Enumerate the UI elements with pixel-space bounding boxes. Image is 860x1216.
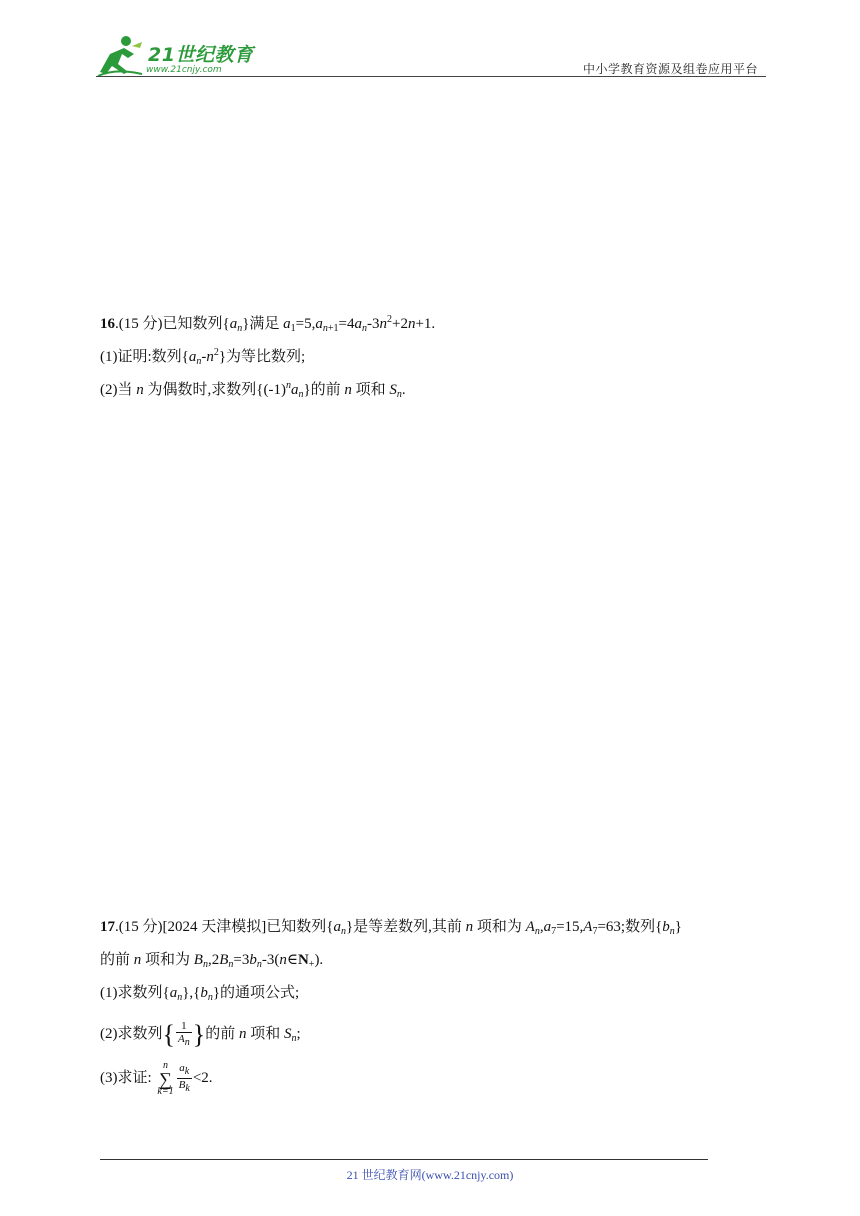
problem-number: 16 [100, 316, 115, 332]
problem-number: 17 [100, 919, 115, 935]
logo-url: www.21cnjy.com [146, 65, 222, 75]
problem-16-part-2: (2)当 n 为偶数时,求数列$\{(-1)^na_n\}$的前 n 项和 $S_n$. [100, 380, 406, 400]
site-logo [96, 34, 261, 78]
summation: n ∑ k=1 [157, 1059, 174, 1097]
page-header [96, 30, 766, 78]
footer-text: 21 世纪教育网(www.21cnjy.com) [346, 1168, 514, 1182]
logo-text: 21世纪教育 [148, 44, 254, 66]
runner-logo-icon [96, 34, 146, 78]
problem-17-part-2: (2)求数列{ $\frac{1}{A_n}$ }的前 n 项和 $S_n$; [100, 1019, 301, 1049]
problem-17-part-1: (1)求数列$\{a_n\},\{b_n\}$的通项公式; [100, 985, 300, 1003]
problem-17-statement-cont: 的前 n 项和为 $B_n,2B_n=3b_n-3(n\in N_+)$. [100, 952, 324, 970]
footer-divider [100, 1159, 708, 1160]
fraction-one-over-An: $\frac{1}{A_n}$ [177, 1020, 190, 1049]
fraction-ak-over-Bk: $\frac{a_k}{B_k}$ [178, 1062, 190, 1095]
problem-16-part-1: (1)证明:数列$\{a_n-n^2\}$为等比数列; [100, 347, 306, 367]
problem-17-statement: 17.(15 分)[2024 天津模拟]已知数列$\{a_n\}$是等差数列,其前 n 项和为 $A_n,a_7=15,A_7=63$;数列$\{b_n\}$ [100, 919, 682, 937]
platform-title: 中小学教育资源及组卷应用平台 [582, 62, 758, 76]
problem-16-statement: 16.(15 分)已知数列$\{a_n\}$满足 $a_1=5,a_{n+1}=4a_n-3n^2+2n+1$. [100, 314, 436, 334]
header-divider [96, 76, 766, 77]
problem-17-part-3: (3)求证: n ∑ k=1 $\frac{a_k}{B_k}$ <2. [100, 1059, 213, 1097]
